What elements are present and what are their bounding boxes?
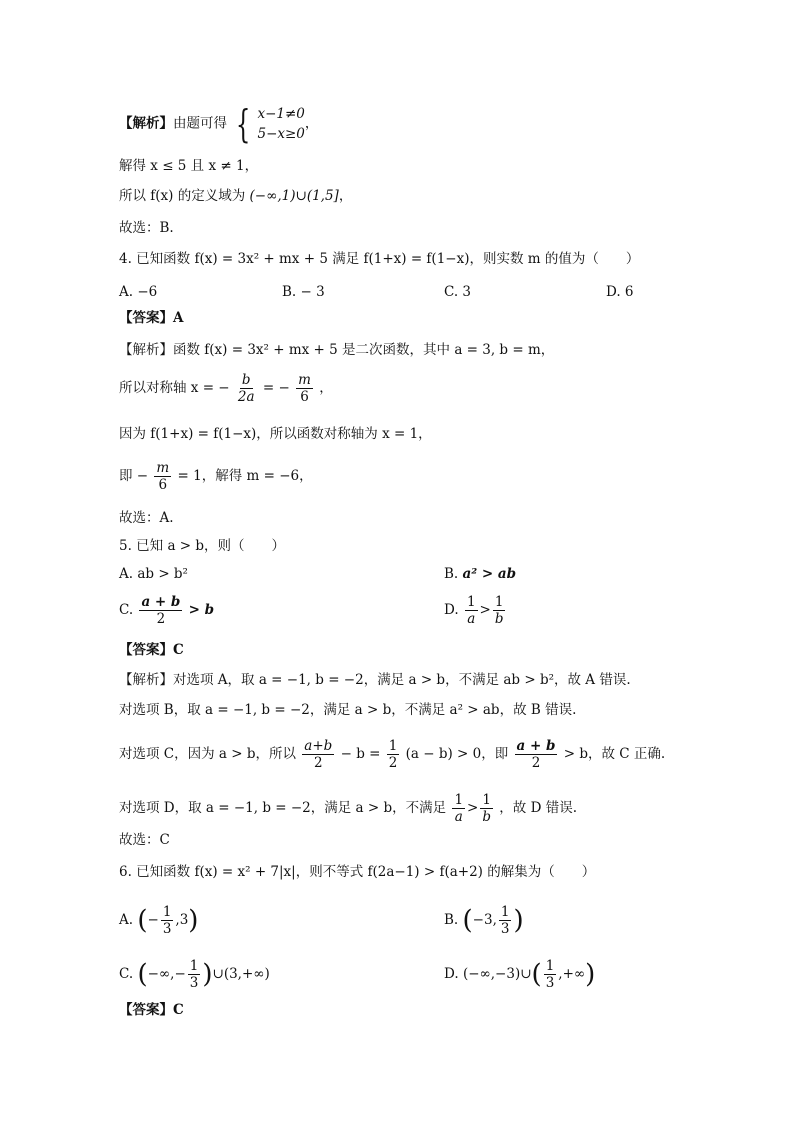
- punct: ，: [304, 115, 319, 132]
- fraction: [154, 460, 171, 493]
- denominator: b: [482, 809, 491, 825]
- axis-mid: = −: [262, 380, 290, 396]
- q5-option-b: [444, 564, 516, 584]
- text: ,+∞: [558, 966, 586, 982]
- fraction: [387, 738, 400, 771]
- analysis-tag: 【解析】: [119, 115, 173, 132]
- q5-option-d: [444, 594, 508, 627]
- q6-option-a: [119, 904, 198, 937]
- fraction: [465, 594, 478, 627]
- denominator: 3: [545, 975, 555, 991]
- gt: >: [467, 800, 479, 816]
- text: 对选项 C，因为 a > b，所以: [119, 746, 301, 762]
- fraction: [452, 792, 465, 825]
- numerator: 1: [388, 738, 398, 754]
- q6-stem: 6. 已知函数 f(x) = x² + 7|x|，则不等式 f(2a−1) > f(a+2) 的解集为（ ）: [119, 864, 596, 880]
- text: −: [147, 912, 159, 928]
- paren: (: [137, 959, 148, 990]
- fraction: [493, 594, 506, 627]
- denominator: 2: [156, 611, 166, 627]
- fraction: [161, 904, 174, 937]
- q4-because: 因为 f(1+x) = f(1−x)，所以函数对称轴为 x = 1，: [119, 426, 432, 442]
- q3-domain: [119, 186, 352, 206]
- text: (a − b) > 0，即: [405, 746, 513, 762]
- system-row-2: 5−x≥0: [257, 126, 305, 142]
- q4-analysis-1: 【解析】函数 f(x) = 3x² + mx + 5 是二次函数，其中 a = 3, b = m，: [119, 342, 555, 358]
- domain-pre: 所以 f(x) 的定义域为: [119, 188, 250, 204]
- paren: ): [202, 959, 213, 990]
- fraction: [515, 738, 558, 771]
- q6-answer: 【答案】C: [119, 1002, 184, 1018]
- numerator: m: [156, 460, 170, 476]
- numerator: 1: [500, 904, 510, 920]
- fraction: [296, 372, 313, 405]
- text: ，故 D 错误.: [499, 800, 577, 816]
- q4-option-b: B. − 3: [282, 284, 325, 300]
- analysis-text: 由题可得: [173, 115, 227, 132]
- equation-system: [231, 104, 305, 144]
- axis-pre: 所以对称轴 x = −: [119, 380, 230, 396]
- denominator: 3: [500, 921, 510, 937]
- paren: (: [531, 959, 542, 990]
- denominator: 3: [162, 921, 172, 937]
- denominator: 2: [314, 755, 323, 771]
- fraction: [139, 594, 182, 627]
- q4-option-c: C. 3: [444, 284, 472, 300]
- text: 对选项 D，取 a = −1, b = −2，满足 a > b，不满足: [119, 800, 451, 816]
- label: B.: [444, 912, 459, 928]
- axis-post: ，: [319, 380, 333, 396]
- label: C.: [119, 966, 134, 982]
- q4-option-a: A. −6: [119, 284, 158, 300]
- label: C.: [119, 602, 138, 618]
- q5-analysis-a: 【解析】对选项 A，取 a = −1, b = −2，满足 a > b，不满足 ab > b²，故 A 错误.: [119, 672, 631, 688]
- paren: (: [462, 905, 473, 936]
- q3-solve: 解得 x ≤ 5 且 x ≠ 1，: [119, 158, 259, 174]
- ji-post: = 1，解得 m = −6，: [177, 468, 313, 484]
- q3-choose: 故选：B.: [119, 220, 174, 236]
- q4-choose: 故选：A.: [119, 510, 174, 526]
- gt: >: [479, 602, 491, 618]
- q4-answer: 【答案】A: [119, 310, 184, 326]
- numerator: 1: [162, 904, 172, 920]
- q5-stem: 5. 已知 a > b，则（ ）: [119, 538, 286, 554]
- label: B.: [444, 566, 463, 582]
- denominator: 3: [189, 975, 199, 991]
- denominator: 2: [531, 755, 541, 771]
- numerator: b: [241, 372, 251, 388]
- fraction: [544, 958, 557, 991]
- q4-option-d: D. 6: [606, 284, 634, 300]
- system-row-1: x−1≠0: [257, 106, 305, 122]
- expr: > b: [188, 602, 215, 618]
- ji-pre: 即 −: [119, 468, 149, 484]
- numerator: 1: [482, 792, 491, 808]
- denominator: a: [467, 611, 476, 627]
- numerator: a + b: [516, 738, 556, 754]
- numerator: m: [298, 372, 311, 388]
- fraction: [188, 958, 201, 991]
- fraction: [480, 792, 493, 825]
- q5-analysis-d: [119, 792, 577, 825]
- numerator: 1: [466, 594, 476, 610]
- numerator: a + b: [141, 594, 181, 610]
- text: −3,: [472, 912, 497, 928]
- text: −∞,−: [147, 966, 186, 982]
- text: ∪(3,+∞): [212, 966, 270, 982]
- domain-post: ，: [338, 188, 353, 204]
- numerator: 1: [189, 958, 199, 974]
- denominator: 2a: [237, 389, 255, 405]
- denominator: b: [494, 611, 504, 627]
- denominator: 6: [158, 477, 168, 493]
- numerator: a+b: [304, 738, 333, 754]
- text: > b，故 C 正确.: [563, 746, 666, 762]
- expr: a² > ab: [462, 566, 517, 582]
- fraction: [499, 904, 512, 937]
- label: D.: [444, 602, 463, 618]
- brace-icon: {: [236, 102, 251, 146]
- denominator: 6: [300, 389, 309, 405]
- fraction: [236, 372, 257, 405]
- q6-option-b: [444, 904, 524, 937]
- q5-analysis-c: [119, 738, 665, 771]
- q5-option-c: [119, 594, 214, 627]
- paren: ): [188, 905, 199, 936]
- q3-analysis: [119, 104, 318, 144]
- fraction: [302, 738, 334, 771]
- denominator: 2: [388, 755, 398, 771]
- numerator: 1: [454, 792, 464, 808]
- domain-set: (−∞,1)∪(1,5]: [249, 188, 339, 204]
- q4-stem: 4. 已知函数 f(x) = 3x² + mx + 5 满足 f(1+x) = f(1−x)，则实数 m 的值为（ ）: [119, 251, 640, 267]
- paren: (: [137, 905, 148, 936]
- text: ,3: [175, 912, 189, 928]
- denominator: a: [454, 809, 463, 825]
- q5-answer: 【答案】C: [119, 642, 184, 658]
- q5-option-a: A. ab > b²: [119, 566, 188, 582]
- q5-choose: 故选：C: [119, 832, 170, 848]
- label: D.: [444, 966, 459, 982]
- text: (−∞,−3)∪: [462, 966, 532, 982]
- label: A.: [119, 912, 134, 928]
- q6-option-d: [444, 958, 595, 991]
- q4-axis: [119, 372, 333, 405]
- numerator: 1: [494, 594, 504, 610]
- text: − b =: [340, 746, 385, 762]
- q4-ji: [119, 460, 313, 493]
- numerator: 1: [545, 958, 555, 974]
- paren: ): [513, 905, 524, 936]
- q5-analysis-b: 对选项 B，取 a = −1, b = −2，满足 a > b，不满足 a² > ab，故 B 错误.: [119, 702, 577, 718]
- q6-option-c: [119, 958, 270, 991]
- paren: ): [585, 959, 596, 990]
